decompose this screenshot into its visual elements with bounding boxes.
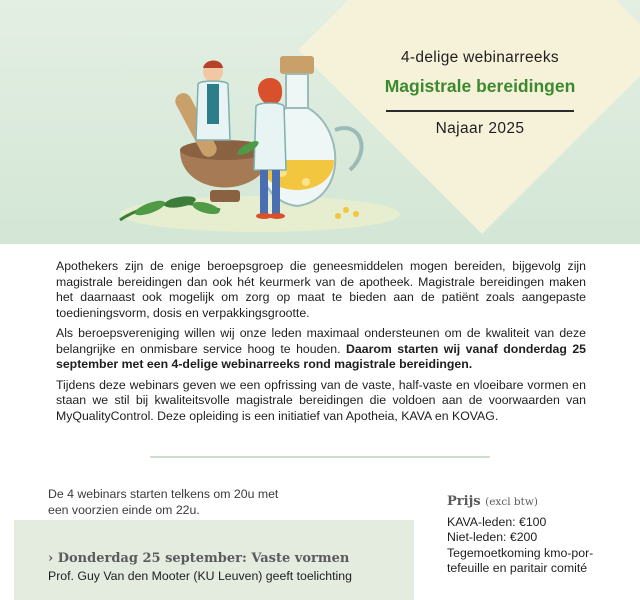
page-title: Magistrale bereidingen: [384, 76, 576, 96]
series-label: 4-delige webinarreeks: [401, 49, 559, 66]
price-support-line-2: tefeuille en paritair comité: [447, 561, 588, 575]
price-heading: [447, 494, 617, 511]
intro-paragraph-2-text: Als beroepsvereniging willen wij onze leden maximaal ondersteunen om de kwaliteit van deze belangrijke en onmisbare service hoog te houden.: [56, 326, 586, 356]
header-banner: [0, 0, 640, 244]
title-divider: [386, 110, 574, 112]
section-divider: [150, 456, 490, 458]
banner-title-block: [360, 48, 600, 138]
intro-text: [56, 259, 586, 429]
session-description: Prof. Guy Van den Mooter (KU Leuven) geeft toelichting: [48, 569, 352, 583]
intro-paragraph-3: Tijdens deze webinars geven we een opfrissing van de vaste, half-vaste en vloeibare vormen en staan we stil bij kwaliteitsvolle magistrale bereidingen die voldoen aan de voorwaarden van MyQualityControl. Deze opleiding is een initiatief van Apotheia, KAVA en KOVAG.: [56, 377, 586, 423]
session-title: › Donderdag 25 september: Vaste vormen: [48, 551, 350, 566]
intro-paragraph-2-bold: Daarom starten wij vanaf donderdag 25 september met een 4-delige webinarreeks rond magistrale bereidingen.: [56, 341, 586, 371]
price-kava-members: KAVA-leden: €100: [447, 514, 547, 529]
intro-paragraph-1: Apothekers zijn de enige beroepsgroep die geneesmiddelen mogen bereiden, bijgevolg zijn magistrale bereidingen dan ook hét keurmerk van de apotheek. Magistrale bereidingen maken het daarnaast ook mogelijk om zorg op maat te bieden aan de patiënt zoals aangepaste toedieningsvorm, dosis en verpakkingsgrootte.: [56, 259, 586, 320]
season-label: Najaar 2025: [435, 120, 525, 137]
start-time-note: De 4 webinars starten telkens om 20u met een voorzien einde om 22u.: [48, 487, 279, 517]
intro-paragraph-2: [56, 326, 586, 373]
price-support-line-1: Tegemoetkoming kmo-por-: [447, 545, 594, 560]
price-heading-note: (excl btw): [485, 496, 538, 508]
price-heading-label: Prijs: [447, 494, 481, 509]
price-block: [447, 494, 617, 577]
price-non-members: Niet-leden: €200: [447, 530, 538, 544]
